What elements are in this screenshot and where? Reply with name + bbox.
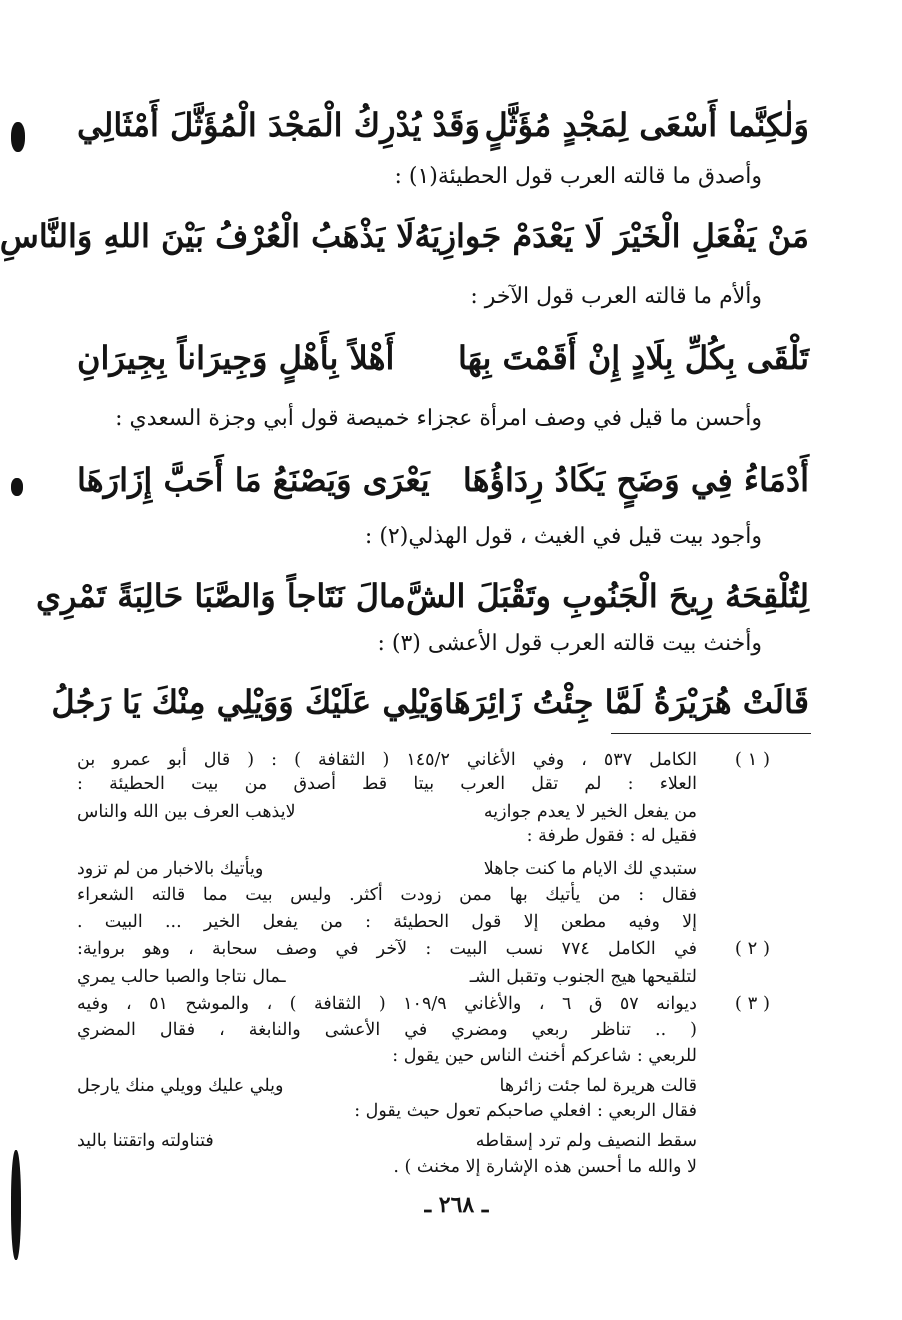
footnote-line: لا والله ما أحسن هذه الإشارة إلا مخنث ) . bbox=[393, 1157, 697, 1177]
verse-first-hemistich: أَدْمَاءُ فِي وَضَحٍ يَكَادُ رِدَاؤُهَا bbox=[462, 461, 809, 499]
footnote-verse-second: ويأتيك بالاخبار من لم تزود bbox=[77, 859, 264, 879]
footnote-verse bbox=[77, 1074, 697, 1098]
footnote-line: للربعي : شاعركم أخنث الناس حين يقول : bbox=[392, 1046, 697, 1066]
intro-line: وأجود بيت قيل في الغيث ، قول الهذلي(٢) : bbox=[364, 524, 762, 549]
footnote-verse-second: فتناولته واتقتنا باليد bbox=[77, 1131, 214, 1151]
verse-first-hemistich: قَالَتْ هُرَيْرَةُ لَمَّا جِئْتُ زَائِرَهَا bbox=[443, 683, 809, 721]
poem-verse bbox=[77, 97, 809, 153]
verse-second-hemistich: وَقَدْ يُدْرِكُ الْمَجْدَ الْمُؤَثَّلَ أَمْثَالِي bbox=[77, 106, 480, 144]
intro-line: وأخنث بيت قالته العرب قول الأعشى (٣) : bbox=[377, 631, 762, 656]
footnote-verse-second: لايذهب العرف بين الله والناس bbox=[77, 802, 296, 822]
footnote-separator bbox=[611, 733, 811, 734]
footnote-marker: ( ٢ ) bbox=[734, 938, 770, 959]
footnote-verse bbox=[77, 965, 697, 989]
verse-second-hemistich: وَيْلِي عَلَيْكَ وَوَيْلِي مِنْكَ يَا رَجُلُ bbox=[51, 683, 444, 721]
intro-line: وأصدق ما قالته العرب قول الحطيئة(١) : bbox=[394, 164, 762, 189]
verse-first-hemistich: مَنْ يَفْعَلِ الْخَيْرَ لَا يَعْدَمْ جَوازِيَهُ bbox=[414, 217, 809, 255]
poem-verse bbox=[51, 674, 809, 730]
scan-edge-mark bbox=[11, 478, 23, 496]
poem-verse bbox=[0, 208, 809, 264]
poem-verse bbox=[35, 568, 809, 624]
verse-second-hemistich: لَا يَذْهَبُ الْعُرْفُ بَيْنَ اللهِ وَالنَّاسِ bbox=[0, 217, 415, 255]
footnote-line: ( .. تناظر ربعي ومضري في الأعشى والنابغة ، فقال المضري bbox=[77, 1020, 697, 1040]
footnote-verse-first: قالت هريرة لما جئت زائرها bbox=[499, 1076, 697, 1096]
poem-verse bbox=[77, 452, 809, 508]
footnote-marker: ( ٣ ) bbox=[734, 993, 770, 1014]
footnote-line: فقيل له : فقول طرفة : bbox=[526, 826, 697, 846]
intro-line: وأحسن ما قيل في وصف امرأة عجزاء خميصة قول أبي وجزة السعدي : bbox=[115, 406, 762, 431]
footnote-line: العلاء : لم تقل العرب بيتا قط أصدق من بيت الحطيئة : bbox=[77, 774, 697, 794]
footnote-marker: ( ١ ) bbox=[734, 749, 770, 770]
intro-line: وألأم ما قالته العرب قول الآخر : bbox=[470, 284, 762, 309]
footnote-verse bbox=[77, 800, 697, 824]
page-number: ـ ٢٦٨ ـ bbox=[424, 1192, 489, 1218]
footnote-line: فقال : من يأتيك بها ممن زودت أكثر. وليس بيت مما قالته الشعراء bbox=[77, 885, 697, 905]
footnote-line: فقال الربعي : افعلي صاحبكم تعول حيث يقول : bbox=[354, 1101, 697, 1121]
verse-second-hemistich: مالَ نَتَاجاً وَالصَّبَا حَالِبَةً تَمْرِي bbox=[35, 577, 406, 615]
footnote-verse bbox=[77, 1129, 697, 1153]
footnote-line: في الكامل ٧٧٤ نسب البيت : لآخر في وصف سحابة ، وهو برواية: bbox=[77, 939, 697, 959]
footnote-verse-first: ستبدي لك الايام ما كنت جاهلا bbox=[483, 859, 697, 879]
verse-second-hemistich: يَعْرَى وَيَصْنَعُ مَا أَحَبَّ إِزَارَهَا bbox=[77, 461, 430, 499]
verse-first-hemistich: تَلْقَى بِكُلِّ بِلَادٍ إِنْ أَقَمْتَ بِهَا bbox=[457, 339, 809, 377]
footnote-verse bbox=[77, 857, 697, 881]
scan-edge-mark bbox=[11, 122, 25, 152]
footnote-verse-second: ـمال نتاجا والصبا حالب يمري bbox=[77, 967, 286, 987]
verse-first-hemistich: وَلٰكِنَّما أَسْعَى لِمَجْدٍ مُؤَثَّلٍ bbox=[484, 106, 809, 144]
footnote-verse-second: ويلي عليك وويلي منك يارجل bbox=[77, 1076, 284, 1096]
footnote-verse-first: سقط النصيف ولم ترد إسقاطه bbox=[475, 1131, 697, 1151]
verse-first-hemistich: لِتُلْقِحَهُ رِيحَ الْجَنُوبِ وتَقْبَلَ الشَّ bbox=[405, 577, 809, 615]
footnote-verse-first: من يفعل الخير لا يعدم جوازيه bbox=[483, 802, 697, 822]
footnote-line: ديوانه ٥٧ ق ٦ ، والأغاني ١٠٩/٩ ( الثقافة ) ، والموشح ٥١ ، وفيه bbox=[77, 994, 697, 1014]
footnote-verse-first: لتلقيحها هيج الجنوب وتقبل الشـ bbox=[469, 967, 697, 987]
verse-second-hemistich: أَهْلاً بِأَهْلٍ وَجِيرَاناً بِجِيرَانِ bbox=[77, 339, 395, 377]
footnote-line: إلا وفيه مطعن إلا قول الحطيئة : من يفعل الخير ... البيت . bbox=[77, 912, 697, 932]
poem-verse bbox=[77, 330, 809, 386]
footnote-line: الكامل ٥٣٧ ، وفي الأغاني ١٤٥/٢ ( الثقافة ) : ( قال أبو عمرو بن bbox=[77, 750, 697, 770]
